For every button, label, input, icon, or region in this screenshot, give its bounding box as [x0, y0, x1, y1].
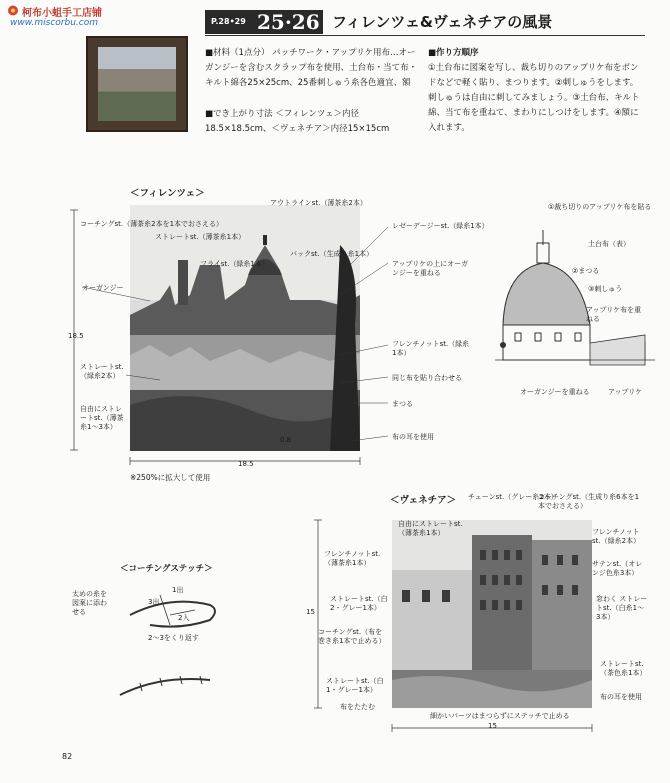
- venice-label-fold: 布をたたむ: [340, 703, 375, 711]
- florence-label-organdy: オーガンジー: [82, 284, 124, 292]
- florence-label-couching: コーチングst.（薄茶糸2本を1本でおさえる）: [80, 220, 224, 228]
- dome-step2: ②まつる: [572, 267, 600, 275]
- venice-label-free-straight: 自由にストレートst.（薄茶糸1本）: [398, 520, 463, 537]
- venice-label-satin: サテンst.（オレンジ色糸3本）: [592, 560, 643, 577]
- florence-enlarge-note: ※250%に拡大して使用: [130, 473, 211, 482]
- dome-step3: ③刺しゅう: [588, 285, 623, 293]
- page-title: フィレンツェ&ヴェネチアの風景: [332, 13, 553, 31]
- venice-label-straight-gray: ストレートst.（白2・グレー1本）: [330, 595, 388, 612]
- framed-artwork: [98, 47, 176, 121]
- couching-thick-thread: 太めの糸を図案に添わせる: [72, 590, 107, 616]
- dome-base-cloth: 土台布（表）: [588, 240, 630, 248]
- dome-organdy: オーガンジーを重ねる: [520, 388, 590, 396]
- florence-label-straight2: ストレートst.（緑糸2本）: [80, 363, 124, 380]
- finished-size-text: ■でき上がり寸法 ＜フィレンツェ＞内径18.5×18.5cm、＜ヴェネチア＞内径15×15cm: [205, 109, 390, 134]
- venice-heading: ＜ヴェネチア＞: [390, 495, 457, 506]
- materials-text: ■材料（1点分） パッチワーク・アップリケ用布…オーガンジーを含むスクラップ布を使用、土台布・当て布・キルト綿各25×25cm、25番刺しゅう糸各色適宜、額: [205, 48, 418, 88]
- dome-overlay: アップリケ布を重ねる: [586, 306, 642, 323]
- couching-repeat: 2〜3をくり返す: [148, 634, 199, 642]
- venice-label-french-left: フレンチノットst.（薄茶糸1本）: [324, 550, 381, 567]
- dome-applique: アップリケ: [608, 388, 643, 396]
- venice-label-couching2: コーチングst.（布を巻き糸1本で止める）: [318, 628, 386, 645]
- watermark-title: 柯布小蛆手工店铺: [22, 8, 102, 19]
- florence-label-matsuru: まつる: [392, 400, 413, 408]
- florence-label-applique: アップリケの上にオーガンジーを重ねる: [392, 260, 468, 277]
- florence-label-fly: フライst.（緑糸1本）: [200, 260, 269, 268]
- florence-label-free: 自由にストレートst.（薄茶糸1〜3本）: [80, 405, 124, 431]
- page-number: 82: [62, 752, 73, 761]
- couching-heading: ＜コーチングステッチ＞: [120, 564, 213, 574]
- venice-label-straight-white: ストレートst.（白1・グレー1本）: [326, 677, 384, 694]
- framed-photo: [86, 36, 188, 132]
- florence-label-straight1: ストレートst.（薄茶糸1本）: [155, 233, 246, 241]
- couching-in2: 2入: [178, 614, 190, 622]
- florence-label-back: バックst.（生成り糸1本）: [290, 250, 374, 258]
- pages-ref: P.28•29: [211, 17, 246, 26]
- page-number-band: [205, 10, 323, 34]
- venice-label-straight-brown: ストレートst.（茶色糸1本）: [600, 660, 647, 677]
- method-text: ①土台布に図案を写し、裁ち切りのアップリケ布をボンドなどで軽く貼り、まつります。②刺しゅうをします。刺しゅうは自由に刺してみましょう。③土台布、キルト綿、当て布を重ねて、まわりにしつけをします。④額に入れます。: [428, 63, 640, 133]
- venice-label-couching: コーチングst.（生成り糸6本を1本でおさえる）: [538, 493, 640, 510]
- florence-label-outline: アウトラインst.（薄茶糸2本）: [270, 199, 367, 207]
- venice-label-detail: 細かいパーツはまつらずにステッチで止める: [430, 712, 570, 720]
- florence-leader-lines: [60, 205, 430, 470]
- venice-label-french-right: フレンチノットst.（緑糸2本）: [592, 528, 641, 545]
- project-number: 25·26: [257, 10, 320, 34]
- florence-label-french: フレンチノットst.（緑糸1本）: [392, 340, 470, 357]
- florence-label-selvage: 布の耳を使用: [392, 433, 434, 441]
- watermark-url: www.miscorbu.com: [10, 18, 98, 28]
- venice-label-selvage: 布の耳を使用: [600, 693, 642, 701]
- method-heading: ■作り方順序: [428, 48, 479, 58]
- florence-label-lazy-daisy: レゼーデージーst.（緑糸1本）: [392, 222, 489, 230]
- florence-label-same-cloth: 同じ布を貼り合わせる: [392, 374, 462, 382]
- venice-leader-lines: [300, 518, 600, 738]
- florence-width-dimension: 18.5: [238, 460, 254, 468]
- florence-heading: ＜フィレンツェ＞: [130, 188, 205, 199]
- florence-dome-zero: 0.8: [280, 436, 292, 444]
- venice-label-windows: 窓わく ストレートst.（白糸1〜3本）: [596, 595, 648, 621]
- florence-height-dimension: 18.5: [68, 332, 84, 340]
- venice-width-dimension: 15: [488, 722, 497, 730]
- venice-label-chain: チェーンst.（グレー糸2本）: [468, 493, 558, 501]
- couching-out1: 1出: [172, 586, 184, 594]
- flower-logo-icon: [6, 4, 20, 17]
- dome-step1: ①裁ち切りのアップリケ布を貼る: [548, 203, 652, 211]
- header-rule: [205, 35, 645, 36]
- couching-out3: 3出: [148, 598, 160, 606]
- watermark: [6, 4, 126, 34]
- venice-height-dimension: 15: [306, 608, 315, 616]
